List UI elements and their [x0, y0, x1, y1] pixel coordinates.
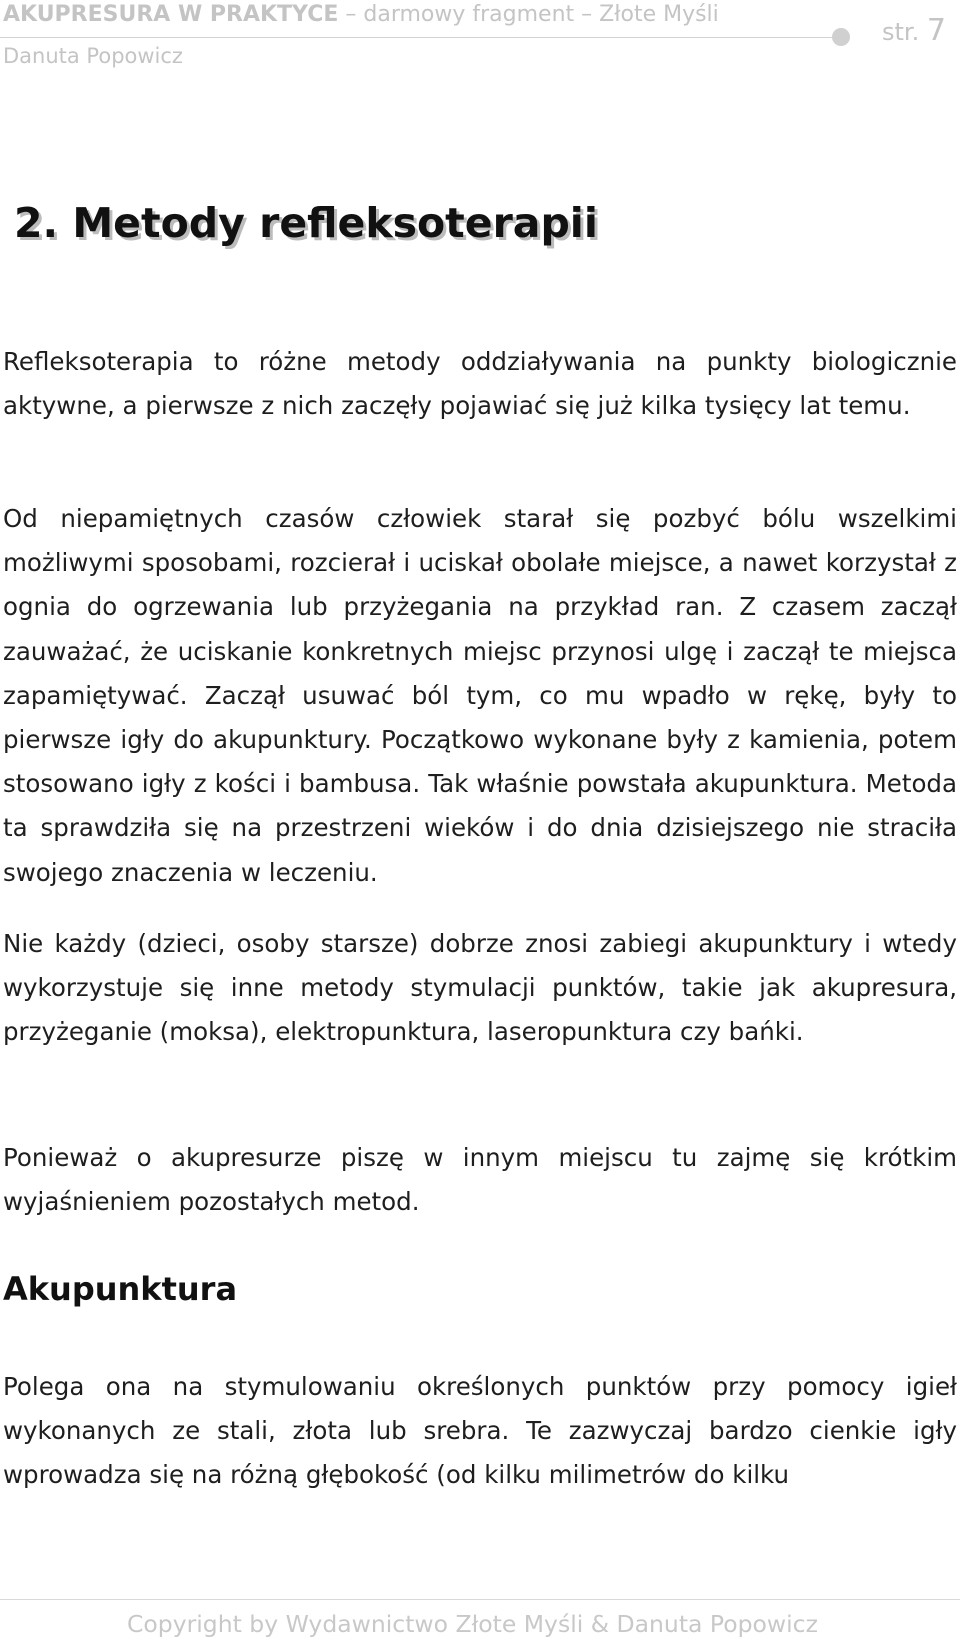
header-author: Danuta Popowicz	[3, 44, 183, 68]
header-divider	[0, 37, 833, 38]
book-title: AKUPRESURA W PRAKTYCE	[3, 2, 339, 27]
fragment-label: darmowy fragment	[363, 2, 575, 27]
footer-divider	[0, 1599, 960, 1600]
paragraph-note: Ponieważ o akupresurze piszę w innym miejscu tu zajmę się krótkim wyjaśnieniem pozostałych metod.	[3, 1143, 957, 1217]
publisher-name: Złote Myśli	[599, 2, 719, 27]
bullet-dot-icon	[832, 28, 850, 46]
section-title: Akupunktura	[3, 1270, 238, 1308]
header-book-title	[3, 0, 719, 30]
footer-copyright: Copyright by Wydawnictwo Złote Myśli & Danuta Popowicz	[127, 1610, 818, 1638]
page-number-value: 7	[926, 13, 946, 48]
page-number	[882, 13, 946, 48]
paragraph-acupuncture: Polega ona na stymulowaniu określonych punktów przy pomocy igieł wykonanych ze stali, złota lub srebra. Te zazwyczaj bardzo cienkie igły wprowadza się na różną głębokość (od kilku milimetrów do kilku	[3, 1372, 957, 1490]
paragraph-intro: Refleksoterapia to różne metody oddziaływania na punkty biologicznie aktywne, a pierwsze z nich zaczęły pojawiać się już kilka tysięcy lat temu.	[3, 347, 957, 421]
paragraph-history: Od niepamiętnych czasów człowiek starał się pozbyć bólu wszelkimi możliwymi sposobami, rozcierał i uciskał obolałe miejsce, a nawet korzystał z ognia do ogrzewania lub przyżegania na przykład ran. Z czasem zaczął zauważać, że uciskanie konkretnych miejsc przynosi ulgę i zaczął te miejsca zapamiętywać. Zaczął usuwać ból tym, co mu wpadło w rękę, były to pierwsze igły do akupunktury. Początkowo wykonane były z kamienia, potem stosowano igły z kości i bambusa. Tak właśnie powstała akupunktura. Metoda ta sprawdziła się na przestrzeni wieków i do dnia dzisiejszego nie straciła swojego znaczenia w leczeniu.	[3, 504, 957, 887]
paragraph-other-methods: Nie każdy (dzieci, osoby starsze) dobrze znosi zabiegi akupunktury i wtedy wykorzystuje się inne metody stymulacji punktów, takie jak akupresura, przyżeganie (moksa), elektropunktura, laseropunktura czy bańki.	[3, 929, 957, 1047]
page-label: str.	[882, 18, 927, 46]
header-separator: –	[338, 2, 364, 27]
header-separator: –	[574, 2, 600, 27]
chapter-title: 2. Metody refleksoterapii	[14, 199, 598, 247]
